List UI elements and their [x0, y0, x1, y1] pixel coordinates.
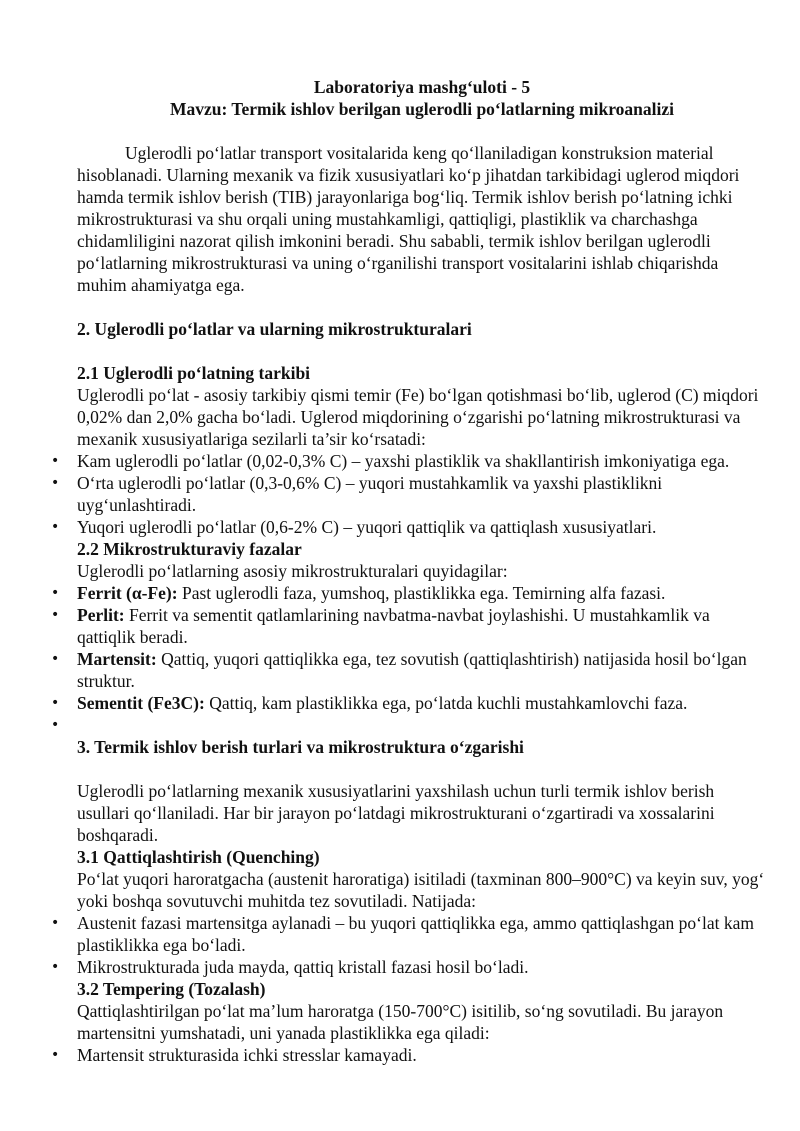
list-item: • Mikrostrukturada juda mayda, qattiq kristall fazasi hosil bo‘ladi.: [77, 956, 767, 978]
intro-paragraph: [77, 142, 767, 296]
intro-text: Uglerodli po‘latlar transport vositalarida keng qo‘llaniladigan konstruksion material hisoblanadi. Ularning mexanik va fizik xususiyatlari ko‘p jihatdan tarkibidagi uglerod miqdori hamda termik ishlov berish (TIB) jarayonlariga bog‘liq. Termik ishlov berish po‘latning ichki mikrostrukturasi va shu orqali uning mustahkamligi, qattiqligi, plastiklik va charchashga chidamliligini nazorat qilish imkonini beradi. Shu sababli, termik ishlov berilgan uglerodli po‘latlarning mikrostrukturasi va uning o‘rganilishi transport vositalarini ishlab chiqarishda muhim ahamiyatga ega.: [77, 143, 740, 295]
phase-term: Sementit (Fe3C):: [77, 693, 205, 713]
phases-list: [77, 582, 767, 736]
list-item: • Austenit fazasi martensitga aylanadi – bu yuqori qattiqlikka ega, ammo qattiqlashgan po‘lat kam plastiklikka ega bo‘ladi.: [77, 912, 767, 956]
phase-desc: Past uglerodli faza, yumshoq, plastiklikka ega. Temirning alfa fazasi.: [177, 583, 666, 603]
phase-desc: Qattiq, yuqori qattiqlikka ega, tez sovutish (qattiqlashtirish) natijasida hosil bo‘lgan struktur.: [77, 649, 747, 691]
phase-desc: Ferrit va sementit qatlamlarining navbatma-navbat joylashishi. U mustahkamlik va qattiqlik beradi.: [77, 605, 710, 647]
section-2-2-heading: 2.2 Mikrostrukturaviy fazalar: [77, 539, 302, 559]
list-item: [77, 648, 767, 692]
list-item: [77, 692, 767, 714]
list-item: [77, 582, 767, 604]
document-page: [77, 76, 767, 1066]
list-item: • O‘rta uglerodli po‘latlar (0,3-0,6% C) – yuqori mustahkamlik va yaxshi plastiklikni uyg‘unlashtiradi.: [77, 472, 767, 516]
list-item: [77, 604, 767, 648]
lab-title: Laboratoriya mashg‘uloti - 5: [313, 77, 531, 97]
section-3-1-heading: 3.1 Qattiqlashtirish (Quenching): [77, 847, 320, 867]
phase-desc: Qattiq, kam plastiklikka ega, po‘latda kuchli mustahkamlovchi faza.: [204, 693, 688, 713]
list-item: • Kam uglerodli po‘latlar (0,02-0,3% C) – yaxshi plastiklik va shakllantirish imkoniyatiga ega.: [77, 450, 767, 472]
list-item: • Yuqori uglerodli po‘latlar (0,6-2% C) – yuqori qattiqlik va qattiqlash xususiyatlari.: [77, 516, 767, 538]
section-2-1-text: Uglerodli po‘lat - asosiy tarkibiy qismi temir (Fe) bo‘lgan qotishmasi bo‘lib, uglerod (C) miqdori 0,02% dan 2,0% gacha bo‘ladi. Uglerod miqdorining o‘zgarishi po‘latning mikrostrukturasi va mexanik xususiyatlariga sezilarli ta’sir ko‘rsatadi:: [77, 385, 759, 449]
section-3-heading: 3. Termik ishlov berish turlari va mikrostruktura o‘zgarishi: [77, 737, 524, 757]
section-3-2-text: Qattiqlashtirilgan po‘lat ma’lum haroratga (150-700°C) isitilib, so‘ng sovutiladi. Bu jarayon martensitni yumshatadi, uni yanada plastiklikka ega qiladi:: [77, 1001, 724, 1043]
spacer: [77, 340, 767, 362]
topic-title: Mavzu: Termik ishlov berilgan uglerodli po‘latlarning mikroanalizi: [170, 99, 674, 119]
section-2-heading: 2. Uglerodli po‘latlar va ularning mikrostrukturalari: [77, 319, 472, 339]
tempering-list: [77, 1044, 767, 1066]
phase-term: Martensit:: [77, 649, 157, 669]
section-2-2-text: Uglerodli po‘latlarning asosiy mikrostrukturalari quyidagilar:: [77, 561, 508, 581]
list-item: • Martensit strukturasida ichki stresslar kamayadi.: [77, 1044, 767, 1066]
phase-term: Perlit:: [77, 605, 125, 625]
empty-list-item: [77, 714, 767, 736]
section-2-1-heading: 2.1 Uglerodli po‘latning tarkibi: [77, 363, 311, 383]
spacer: [77, 758, 767, 780]
section-3-2-heading: 3.2 Tempering (Tozalash): [77, 979, 266, 999]
quenching-list: [77, 912, 767, 978]
phase-term: Ferrit (α-Fe):: [77, 583, 178, 603]
section-3-text: Uglerodli po‘latlarning mexanik xususiyatlarini yaxshilash uchun turli termik ishlov berish usullari qo‘llaniladi. Har bir jarayon po‘latdagi mikrostrukturani o‘zgartiradi va xossalarini boshqaradi.: [77, 781, 715, 845]
section-3-1-text: Po‘lat yuqori haroratgacha (austenit haroratiga) isitiladi (taxminan 800–900°C) va keyin suv, yog‘ yoki boshqa sovutuvchi muhitda tez sovutiladi. Natijada:: [77, 869, 765, 911]
carbon-content-list: [77, 450, 767, 538]
